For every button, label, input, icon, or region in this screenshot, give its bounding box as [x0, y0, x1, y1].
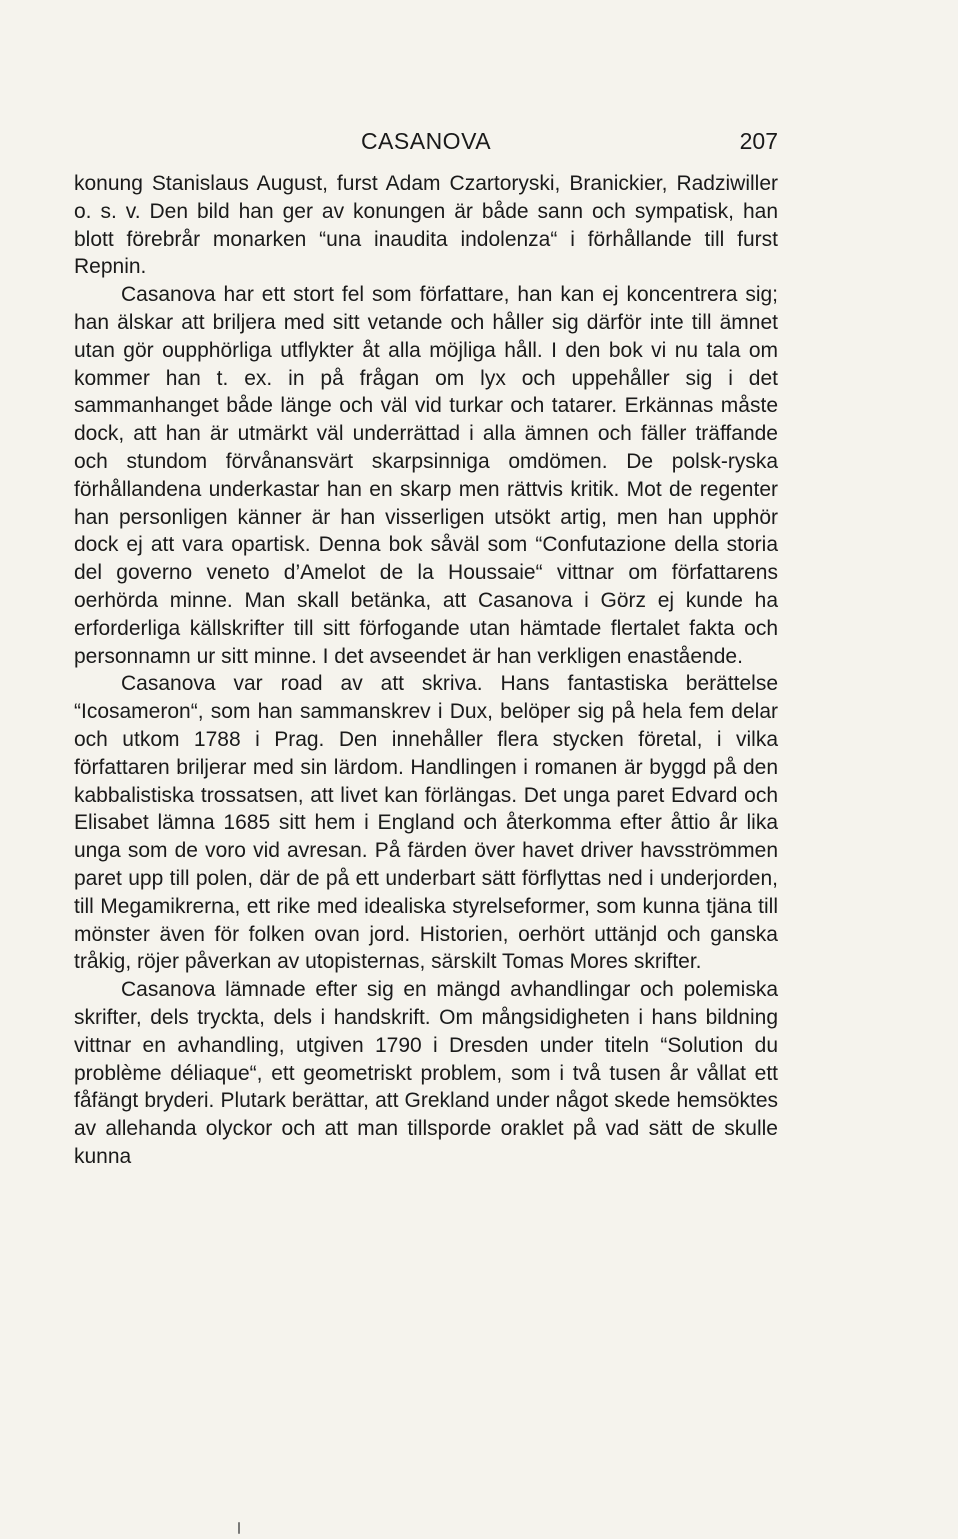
paragraph: Casanova lämnade efter sig en mängd avhandlingar och polemiska skrifter, dels tryckta, dels i handskrift. Om mångsidigheten i hans bildning vittnar en avhandling, utgiven 1790 i Dresden under titeln “Solution du problème déliaque“, ett geometriskt problem, som i två tusen år vållat ett fåfängt bryderi. Plutark berättar, att Grekland under något skede hemsöktes av allehanda olyckor och att man tillsporde oraklet på vad sätt de skulle kunna: [74, 978, 778, 1168]
page-number: 207: [739, 128, 778, 154]
running-title: CASANOVA: [360, 128, 492, 154]
paragraph: Casanova var road av att skriva. Hans fantastiska berättelse “Icosameron“, som han sammanskrev i Dux, belöper sig på hela fem delar och utkom 1788 i Prag. Den innehåller flera stycken företal, i vilka författaren briljerar med sin lärdom. Handlingen i romanen är byggd på den kabbalistiska trossatsen, att livet kan förlängas. Det unga paret Edvard och Elisabet lämna 1685 sitt hem i England och återkomma efter åttio år lika unga som de voro vid avresan. På färden över havet driver havsströmmen paret upp till polen, där de på ett underbart sätt förflyttas ned i underjorden, till Megamikrerna, ett rike med idealiska styrelseformer, som kunna tjäna till mönster även för folken ovan jord. Historien, oerhört uttänjd och ganska tråkig, röjer påverkan av utopisternas, särskilt Tomas Mores skrifter.: [74, 672, 778, 974]
running-head: [74, 124, 778, 158]
paragraph: Casanova har ett stort fel som författare, han kan ej koncentrera sig; han älskar att briljera med sitt vetande och håller sig därför inte till ämnet utan gör oupphörliga utflykter åt alla möjliga håll. I den bok vi nu tala om kommer han t. ex. in på frågan om lyx och uppehåller sig i det sammanhanget både länge och väl vid turkar och tatarer. Erkännas måste dock, att han är utmärkt väl underrättad i alla ämnen och fäller träffande och stundom förvånansvärt skarpsinniga omdömen. De polsk-ryska förhållandena underkastar han en skarp men rättvis kritik. Mot de regenter han personligen känner är han visserligen utsökt artig, men han upphör dock ej att vara opartisk. Denna bok såväl som “Confutazione della storia del governo veneto d’Amelot de la Houssaie“ vittnar om författarens oerhörda minne. Man skall betänka, att Casanova i Görz ej kunde ha erforderliga källskrifter till sitt förfogande utan hämtade flertalet fakta och personnamn ur sitt minne. I det avseendet är han verkligen enastående.: [74, 283, 778, 668]
paper-speck: [238, 1522, 240, 1534]
body-text: [74, 170, 778, 1171]
paragraph-continued: konung Stanislaus August, furst Adam Czartoryski, Branickier, Radziwiller o. s. v. Den bild han ger av konungen är både sann och sympatisk, han blott förebrår monarken “una inaudita indolenza“ i förhållande till furst Repnin.: [74, 172, 778, 279]
